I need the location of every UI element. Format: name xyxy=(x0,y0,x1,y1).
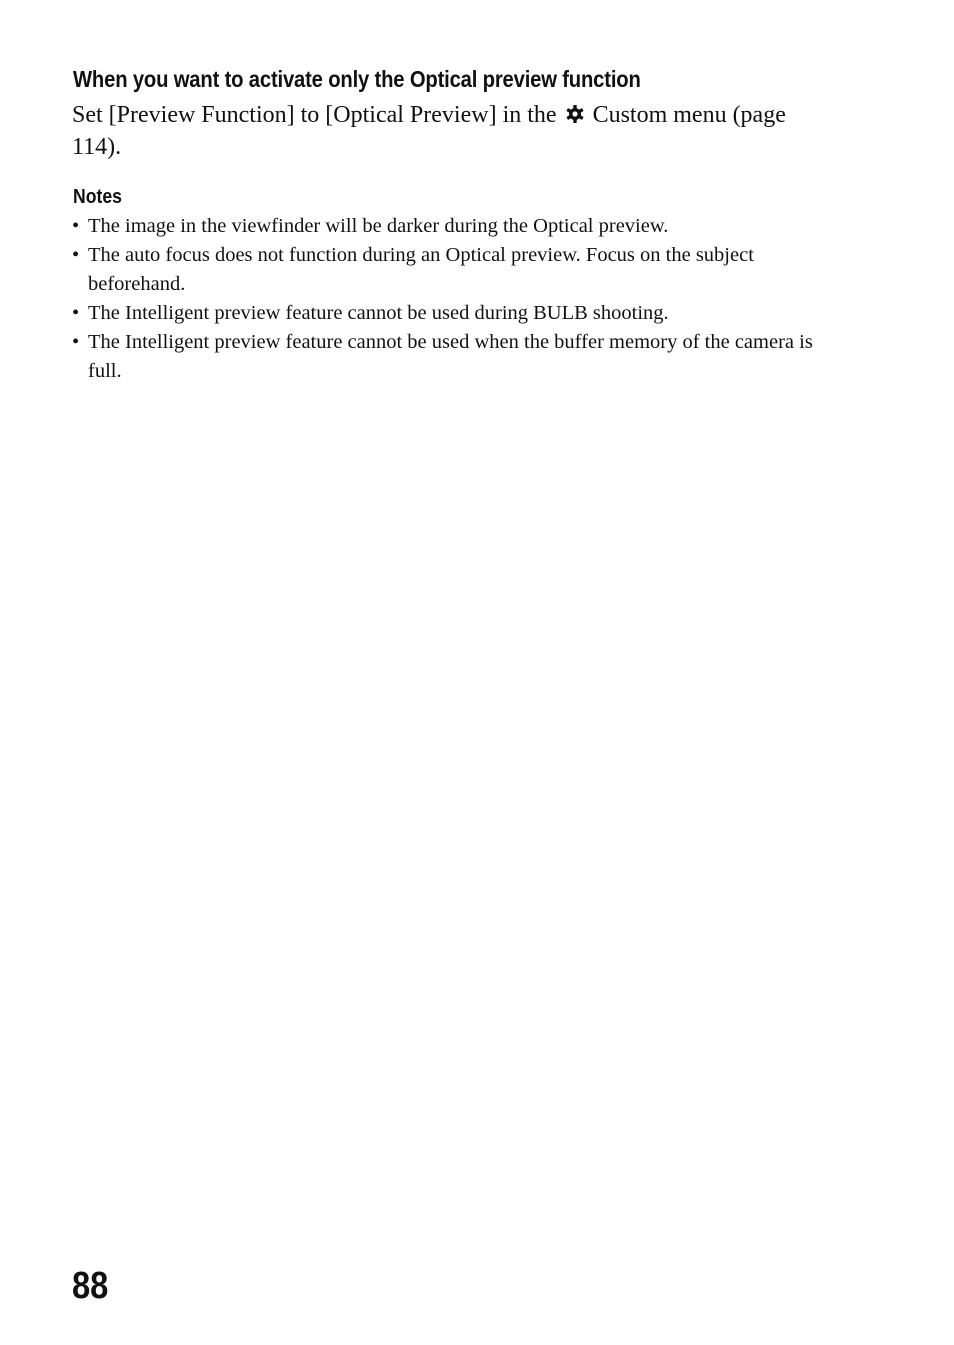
note-item xyxy=(72,328,832,386)
note-item xyxy=(72,212,832,241)
bullet: • xyxy=(72,331,80,353)
note-text: The image in the viewfinder will be darker during the Optical preview. xyxy=(88,215,669,237)
instruction-before-icon: Set [Preview Function] to [Optical Preview] in the xyxy=(72,102,557,128)
section-heading: When you want to activate only the Optical preview function xyxy=(73,66,641,92)
note-text: The Intelligent preview feature cannot be used when the buffer memory of the camera is full. xyxy=(88,331,813,382)
note-text: The auto focus does not function during an Optical preview. Focus on the subject beforehand. xyxy=(88,244,754,295)
instruction-after-icon: Custom menu (page 114). xyxy=(72,102,786,160)
bullet: • xyxy=(72,244,80,266)
note-text: The Intelligent preview feature cannot be used during BULB shooting. xyxy=(88,302,669,324)
instruction-text xyxy=(72,99,792,163)
page-number: 88 xyxy=(72,1265,109,1307)
note-item xyxy=(72,241,832,299)
note-item xyxy=(72,299,832,328)
bullet: • xyxy=(72,215,80,237)
gear-icon xyxy=(565,104,585,124)
notes-list xyxy=(72,212,832,386)
bullet: • xyxy=(72,302,80,324)
notes-heading: Notes xyxy=(73,186,122,208)
